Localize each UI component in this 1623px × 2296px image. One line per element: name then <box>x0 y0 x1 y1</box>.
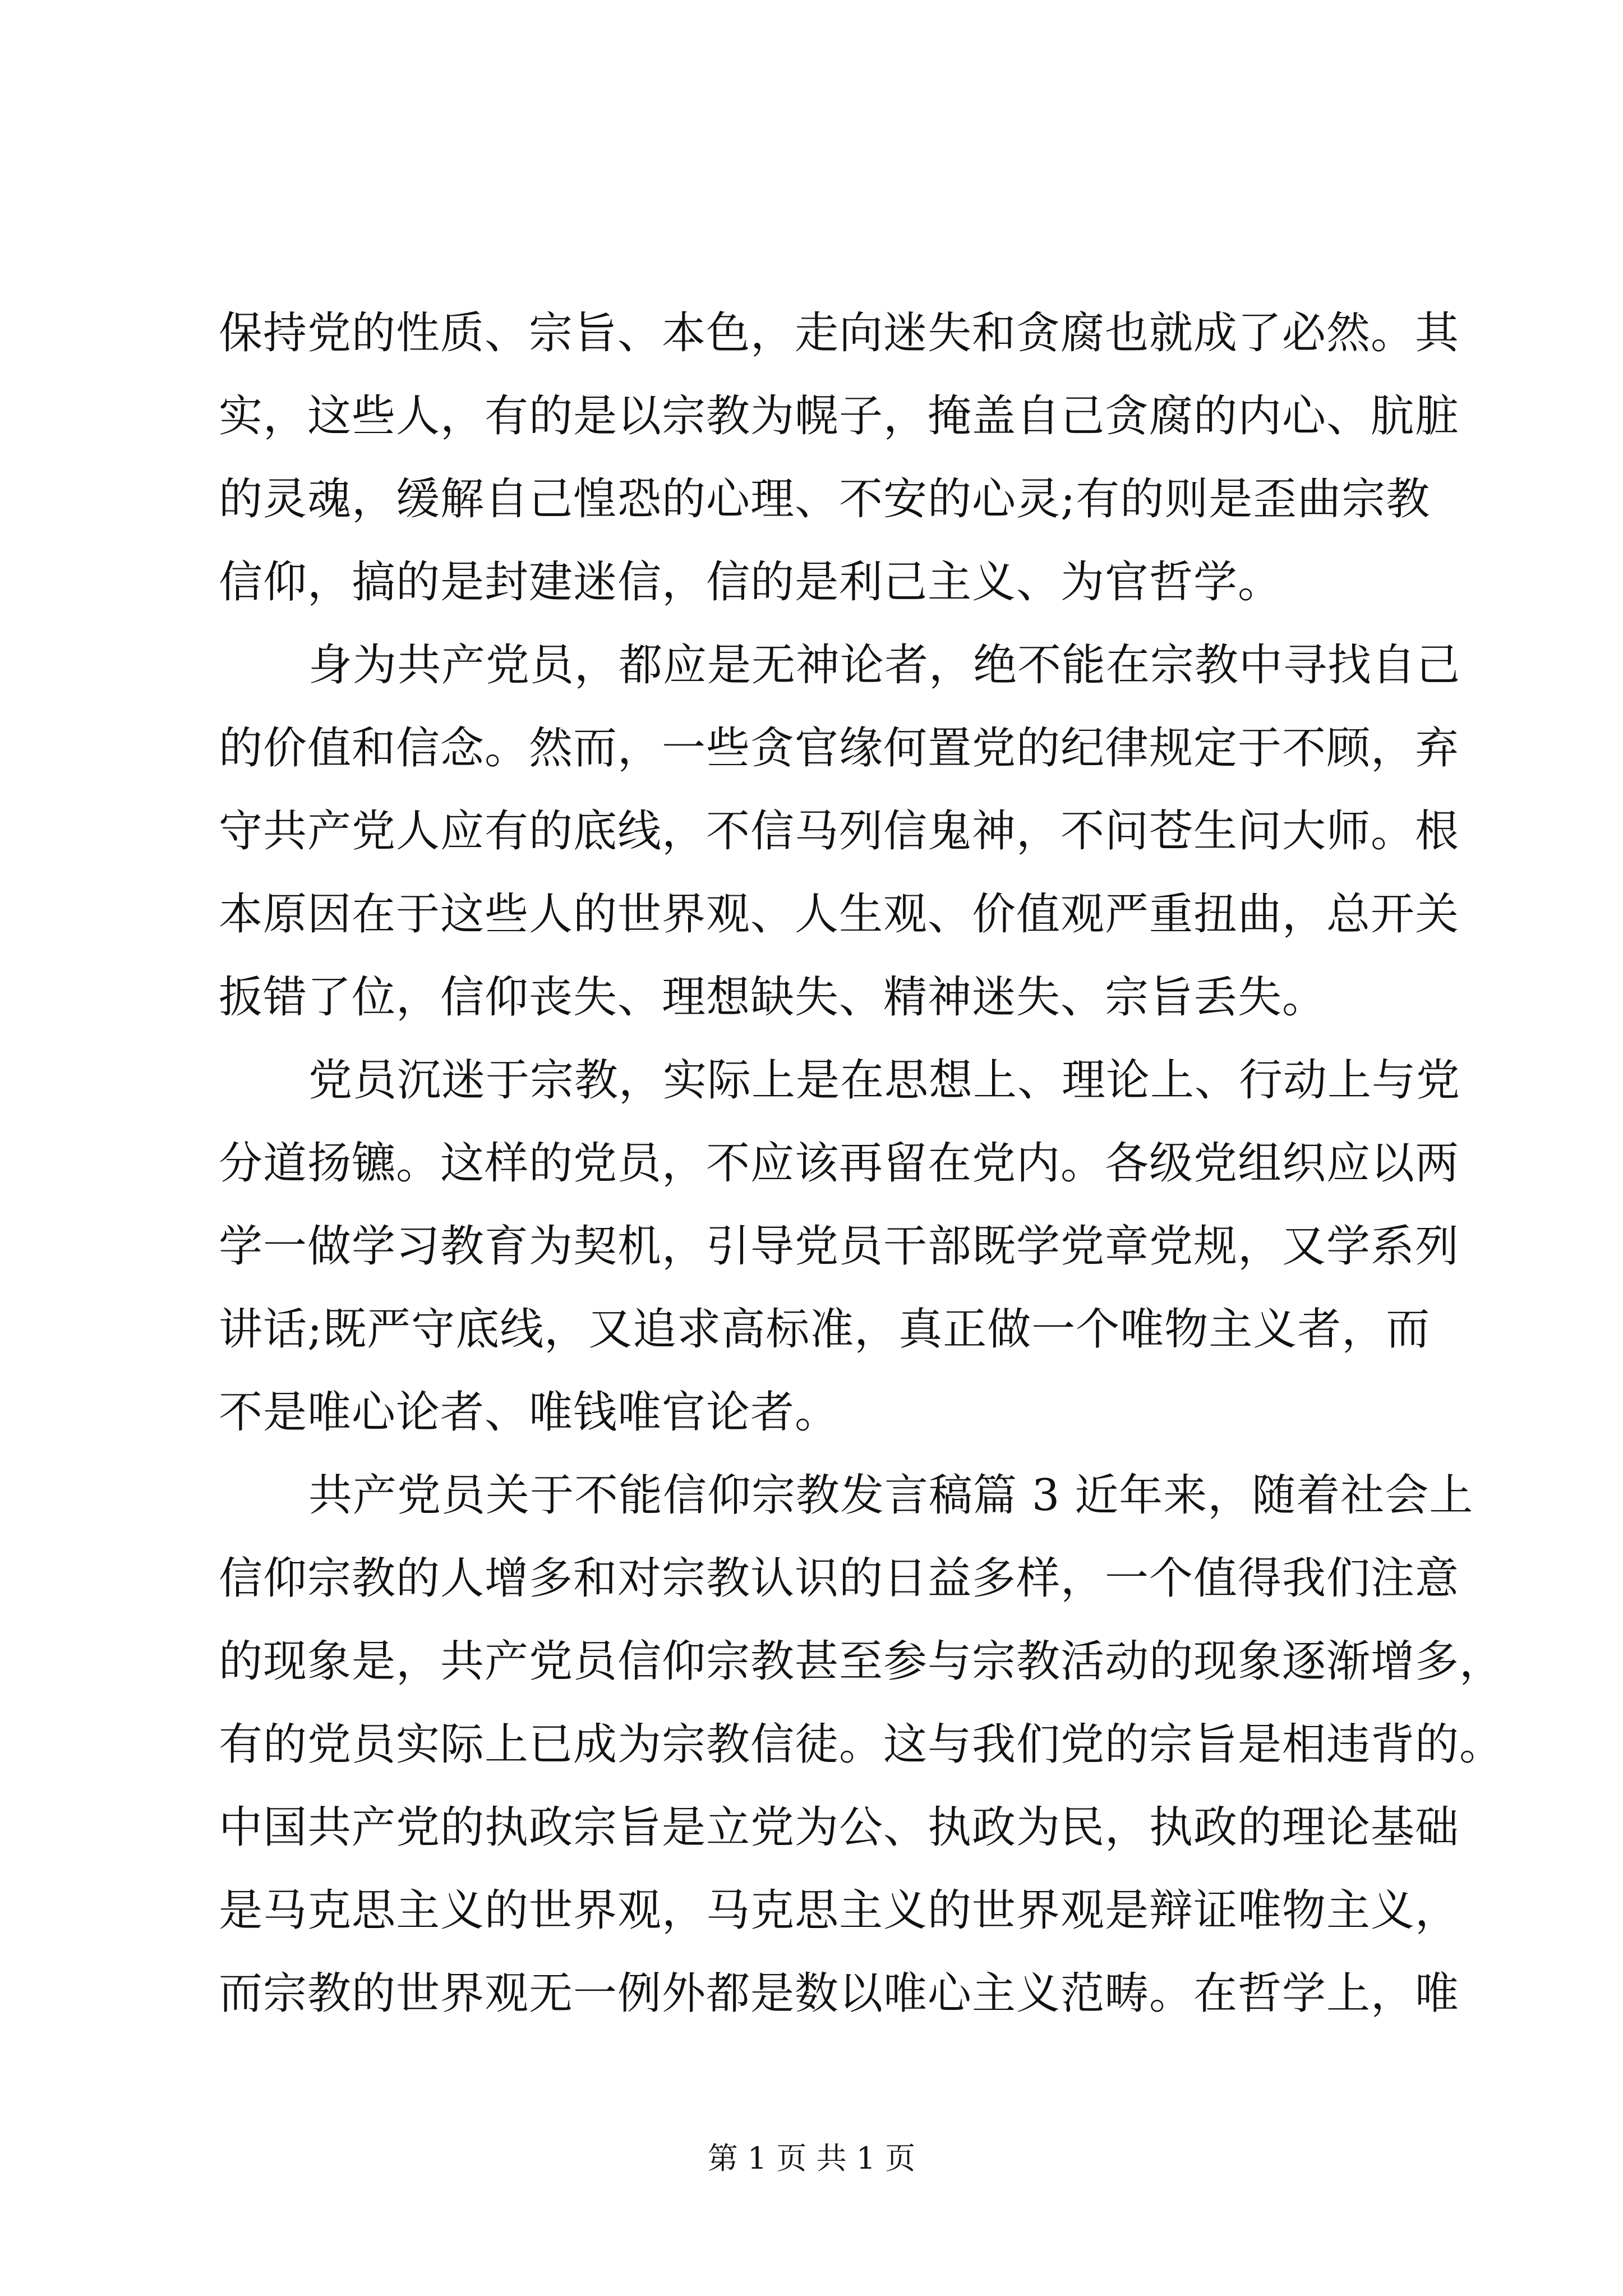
text-line: 信仰宗教的人增多和对宗教认识的日益多样，一个值得我们注意 <box>219 1553 1460 1604</box>
paragraph-start-line: 共产党员关于不能信仰宗教发言稿篇 3 近年来，随着社会上 <box>308 1470 1474 1521</box>
text-line: 的现象是，共产党员信仰宗教甚至参与宗教活动的现象逐渐增多， <box>219 1636 1504 1687</box>
text-line: 学一做学习教育为契机，引导党员干部既学党章党规，又学系列 <box>219 1221 1460 1272</box>
text-line: 有的党员实际上已成为宗教信徒。这与我们党的宗旨是相违背的。 <box>219 1719 1504 1770</box>
text-line: 的灵魂，缓解自己惶恐的心理、不安的心灵;有的则是歪曲宗教 <box>219 474 1431 524</box>
text-line: 讲话;既严守底线，又追求高标准，真正做一个唯物主义者，而 <box>219 1304 1431 1355</box>
text-line: 不是唯心论者、唯钱唯官论者。 <box>219 1387 840 1438</box>
text-line: 的价值和信念。然而，一些贪官缘何置党的纪律规定于不顾，弃 <box>219 723 1460 774</box>
text-line: 而宗教的世界观无一例外都是数以唯心主义范畴。在哲学上，唯 <box>219 1968 1460 2019</box>
paragraph-start-line: 党员沉迷于宗教，实际上是在思想上、理论上、行动上与党 <box>308 1055 1461 1106</box>
text-line: 扳错了位，信仰丧失、理想缺失、精神迷失、宗旨丢失。 <box>219 972 1327 1023</box>
page-footer: 第 1 页 共 1 页 <box>707 2141 916 2176</box>
paragraph-start-line: 身为共产党员，都应是无神论者，绝不能在宗教中寻找自己 <box>308 640 1461 691</box>
text-line: 中国共产党的执政宗旨是立党为公、执政为民，执政的理论基础 <box>219 1802 1460 1853</box>
text-line: 实，这些人，有的是以宗教为幌子，掩盖自己贪腐的内心、肮脏 <box>219 391 1460 441</box>
text-line: 信仰，搞的是封建迷信，信的是利己主义、为官哲学。 <box>219 557 1283 608</box>
text-line: 守共产党人应有的底线，不信马列信鬼神，不问苍生问大师。根 <box>219 806 1460 857</box>
text-line: 是马克思主义的世界观，马克思主义的世界观是辩证唯物主义， <box>219 1885 1460 1936</box>
text-line: 分道扬镳。这样的党员，不应该再留在党内。各级党组织应以两 <box>219 1138 1460 1189</box>
text-line: 本原因在于这些人的世界观、人生观、价值观严重扭曲，总开关 <box>219 889 1460 940</box>
document-body <box>219 292 1504 2035</box>
text-line: 保持党的性质、宗旨、本色，走向迷失和贪腐也就成了必然。其 <box>219 308 1460 358</box>
